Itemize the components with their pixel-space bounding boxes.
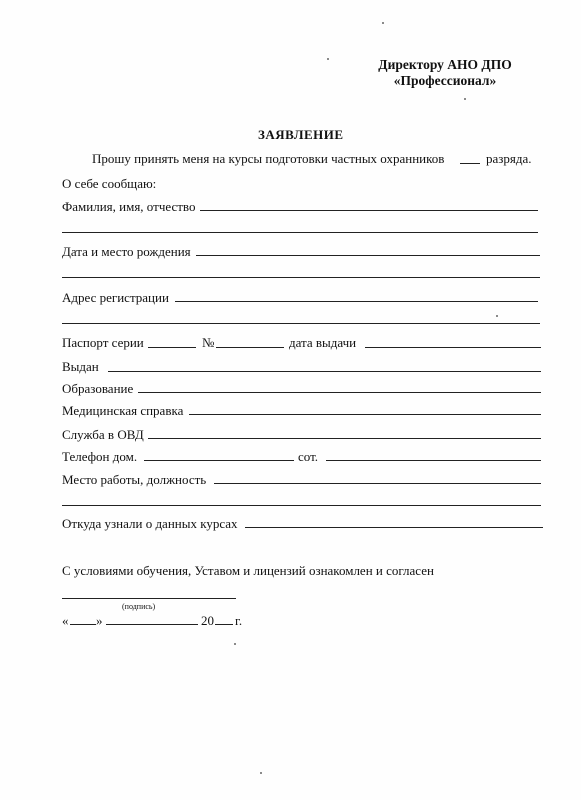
source-line[interactable] [245,527,543,528]
phone-mobile-line[interactable] [326,460,541,461]
passport-series-label: Паспорт серии [62,335,144,350]
addressee-line-1: Директору АНО ДПО [378,57,512,72]
scan-speck [327,58,329,60]
birth-label: Дата и место рождения [62,244,191,259]
about-label: О себе сообщаю: [62,176,157,191]
grade-field-line[interactable] [460,163,480,164]
issued-by-label: Выдан [62,359,99,374]
passport-date-line[interactable] [365,347,541,348]
medical-line[interactable] [189,414,541,415]
address-label: Адрес регистрации [62,290,169,305]
fullname-label: Фамилия, имя, отчество [62,199,196,214]
work-line[interactable] [214,483,541,484]
phone-home-line[interactable] [144,460,294,461]
signature-line[interactable] [62,598,236,599]
service-line[interactable] [148,438,541,439]
passport-series-line[interactable] [148,347,196,348]
address-extra-line[interactable] [62,323,540,324]
date-year-prefix: 20 [201,613,214,628]
education-line[interactable] [138,392,541,393]
date-month-line[interactable] [106,624,198,625]
scan-speck [382,22,384,24]
signature-caption: (подпись) [122,602,156,611]
agreement-text: С условиями обучения, Уставом и лицензий ознакомлен и согласен [62,563,434,578]
address-field-line[interactable] [175,301,538,302]
phone-home-label: Телефон дом. [62,449,138,464]
scan-speck [234,643,236,645]
date-close-quote: » [96,613,103,628]
scan-speck [496,315,498,317]
date-day-line[interactable] [70,624,96,625]
education-label: Образование [62,381,134,396]
work-label: Место работы, должность [62,472,207,487]
date-year-line[interactable] [215,624,233,625]
fullname-extra-line[interactable] [62,232,538,233]
medical-label: Медицинская справка [62,403,184,418]
fullname-field-line[interactable] [200,210,538,211]
service-label: Служба в ОВД [62,427,144,442]
request-text-end: разряда. [486,151,532,166]
addressee-line-2: «Профессионал» [393,73,497,88]
document-title: ЗАЯВЛЕНИЕ [258,127,344,142]
passport-date-label: дата выдачи [289,335,357,350]
passport-number-line[interactable] [216,347,284,348]
passport-number-label: № [202,335,215,350]
birth-extra-line[interactable] [62,277,540,278]
scan-speck [464,98,466,100]
work-extra-line[interactable] [62,505,541,506]
date-year-suffix: г. [235,613,243,628]
birth-field-line[interactable] [196,255,540,256]
issued-by-line[interactable] [108,371,541,372]
scan-speck [260,772,262,774]
date-open-quote: « [62,613,69,628]
phone-mobile-label: сот. [298,449,319,464]
source-label: Откуда узнали о данных курсах [62,516,238,531]
request-text: Прошу принять меня на курсы подготовки частных охранников [92,151,445,166]
